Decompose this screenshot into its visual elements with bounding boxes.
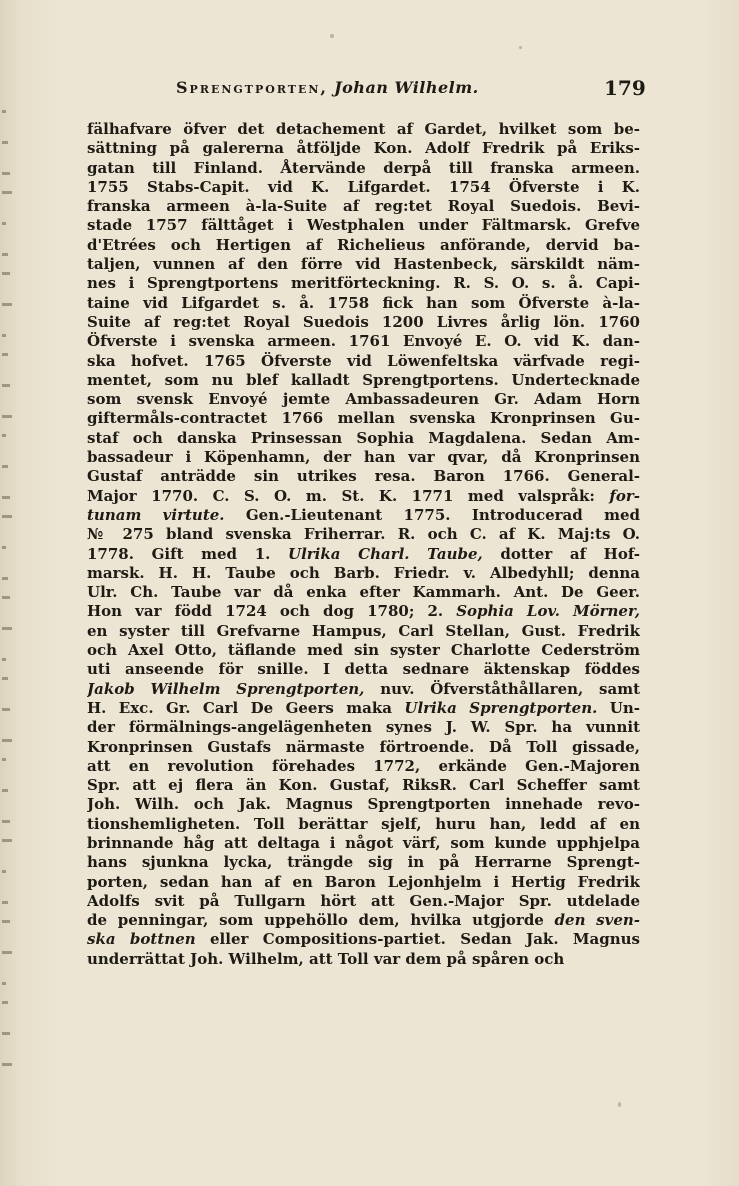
gutter-mark (2, 839, 12, 842)
text-line (87, 641, 640, 660)
text-run: Kronprinsen Gustafs närmaste förtroende. Då Toll gissade, (87, 737, 640, 756)
text-run: giftermåls-contractet 1766 mellan svenska Kronprinsen Gu- (87, 409, 640, 428)
text-run: marsk. H. H. Taube och Barb. Friedr. v. Albedyhll; denna (87, 563, 640, 582)
paper-speck (519, 46, 522, 49)
gutter-mark (2, 739, 12, 742)
text-run: staf och danska Prinsessan Sophia Magdalena. Sedan Am- (87, 428, 640, 447)
gutter-mark (2, 708, 10, 711)
text-line (87, 274, 640, 293)
text-line (87, 216, 640, 235)
gutter-mark (2, 789, 8, 792)
gutter-mark (2, 870, 6, 873)
paper-speck (618, 1102, 621, 1107)
text-run: taine vid Lifgardet s. å. 1758 fick han som Öfverste à-la- (87, 293, 640, 312)
text-run: franska armeen à-la-Suite af reg:tet Royal Suedois. Bevi- (87, 197, 640, 216)
text-line (87, 564, 640, 583)
running-head-given-names: Johan Wilhelm. (334, 78, 479, 97)
gutter-mark (2, 110, 6, 113)
italic-text: Sophia Lov. Mörner, (456, 602, 640, 621)
gutter-mark (2, 1032, 10, 1035)
text-run: porten, sedan han af en Baron Lejonhjelm i Hertig Fredrik (87, 872, 640, 891)
text-line (87, 467, 640, 486)
italic-text: Jakob Wilhelm Sprengtporten, (87, 679, 365, 698)
text-line (87, 178, 640, 197)
gutter-mark (2, 546, 6, 549)
text-run: H. Exc. Gr. Carl De Geers maka (87, 698, 405, 717)
text-run: gatan till Finland. Återvände derpå till franska armeen. (87, 158, 640, 177)
gutter-mark (2, 758, 6, 761)
text-run: brinnande håg att deltaga i något värf, som kunde upphjelpa (87, 833, 640, 852)
gutter-mark (2, 1063, 12, 1066)
text-run: № 275 bland svenska Friherrar. R. och C. af K. Maj:ts O. (87, 525, 640, 544)
text-line (87, 255, 640, 274)
text-run: taljen, vunnen af den förre vid Hastenbeck, särskildt näm- (87, 255, 640, 274)
page-number: 179 (604, 76, 646, 100)
italic-text: Ulrika Sprengtporten. (404, 698, 598, 717)
text-line (87, 448, 640, 467)
gutter-mark (2, 172, 10, 175)
text-run: fälhafvare öfver det detachement af Gardet, hvilket som be- (87, 120, 640, 138)
text-line (87, 583, 640, 602)
gutter-mark (2, 515, 12, 518)
text-line (87, 776, 640, 795)
text-run: underrättat Joh. Wilhelm, att Toll var dem på spåren och (87, 949, 565, 968)
text-line (87, 738, 640, 757)
text-run: d'Etrées och Hertigen af Richelieus anförande, dervid ba- (87, 235, 640, 254)
text-line (87, 139, 640, 158)
gutter-mark (2, 222, 6, 225)
paper-speck (330, 34, 334, 38)
text-line (87, 911, 640, 930)
gutter-mark (2, 982, 6, 985)
text-line (87, 718, 640, 737)
text-run: tionshemligheten. Toll berättar sjelf, huru han, ledd af en (87, 814, 640, 833)
text-run: Un- (597, 698, 640, 717)
text-line (87, 352, 640, 371)
text-run: 1778. Gift med 1. (87, 544, 288, 563)
text-line (87, 834, 640, 853)
text-run: Major 1770. C. S. O. m. St. K. 1771 med valspråk: (87, 486, 610, 505)
text-run: nuv. Öfverståthållaren, samt (364, 679, 640, 698)
body-text (87, 120, 640, 969)
gutter-mark (2, 415, 12, 418)
text-run: hans sjunkna lycka, trängde sig in på Herrarne Sprengt- (87, 853, 640, 872)
page-header (0, 78, 739, 104)
text-line (87, 197, 640, 216)
text-run: bassadeur i Köpenhamn, der han var qvar, då Kronprinsen (87, 448, 640, 467)
italic-text: ska bottnen (87, 930, 196, 949)
text-run: 1755 Stabs-Capit. vid K. Lifgardet. 1754 Öfverste i K. (87, 177, 640, 196)
italic-text: Ulrika Charl. Taube, (288, 544, 483, 563)
gutter-mark (2, 1001, 8, 1004)
text-line (87, 660, 640, 679)
text-run: dotter af Hof- (482, 544, 640, 563)
text-line (87, 487, 640, 506)
text-line (87, 622, 640, 641)
text-line (87, 853, 640, 872)
text-line (87, 159, 640, 178)
gutter-mark (2, 272, 10, 275)
text-run: Gustaf anträdde sin utrikes resa. Baron 1766. General- (87, 467, 640, 486)
text-run: eller Compositions-partiet. Sedan Jak. Magnus (195, 930, 640, 949)
text-line (87, 506, 640, 525)
gutter-mark (2, 141, 8, 144)
running-head-surname: Sprengtporten, (176, 78, 328, 97)
text-line (87, 757, 640, 776)
gutter-mark (2, 334, 6, 337)
text-run: Hon var född 1724 och dog 1780; 2. (87, 602, 457, 621)
gutter-mark (2, 577, 8, 580)
gutter-mark (2, 384, 10, 387)
text-run: de penningar, som uppehöllo dem, hvilka utgjorde (87, 911, 555, 930)
text-run: att en revolution förehades 1772, erkände Gen.-Majoren (87, 756, 640, 775)
gutter-mark (2, 627, 12, 630)
text-line (87, 602, 640, 621)
text-line (87, 332, 640, 351)
text-run: Öfverste i svenska armeen. 1761 Envoyé E. O. vid K. dan- (87, 332, 640, 351)
text-run: Spr. att ej flera än Kon. Gustaf, RiksR. Carl Scheffer samt (87, 776, 640, 795)
text-run: Adolfs svit på Tullgarn hört att Gen.-Major Spr. utdelade (87, 891, 640, 910)
italic-text: tunam virtute. (87, 505, 225, 524)
text-run: en syster till Grefvarne Hampus, Carl Stellan, Gust. Fredrik (87, 621, 640, 640)
text-line (87, 545, 640, 564)
gutter-mark (2, 191, 12, 194)
gutter-mark (2, 901, 8, 904)
text-run: stade 1757 fälttåget i Westphalen under Fältmarsk. Grefve (87, 216, 640, 235)
text-run: och Axel Otto, täflande med sin syster Charlotte Cederström (87, 641, 640, 660)
text-line (87, 815, 640, 834)
gutter-mark (2, 496, 10, 499)
gutter-mark (2, 353, 8, 356)
gutter-mark (2, 465, 8, 468)
text-run: mentet, som nu blef kalladt Sprengtportens. Undertecknade (87, 370, 640, 389)
text-line (87, 795, 640, 814)
text-run: uti anseende för snille. I detta sednare äktenskap föddes (87, 660, 640, 679)
gutter-mark (2, 303, 12, 306)
text-run: Suite af reg:tet Royal Suedois 1200 Livres årlig lön. 1760 (87, 312, 640, 331)
gutter-mark (2, 658, 6, 661)
gutter-mark (2, 253, 8, 256)
text-line (87, 236, 640, 255)
text-run: Ulr. Ch. Taube var då enka efter Kammarh. Ant. De Geer. (87, 583, 640, 602)
text-line (87, 680, 640, 699)
running-head (176, 78, 479, 97)
text-run: Joh. Wilh. och Jak. Magnus Sprengtporten innehade revo- (87, 795, 640, 814)
gutter-mark (2, 920, 10, 923)
text-line (87, 950, 640, 969)
text-line (87, 699, 640, 718)
italic-text: for- (609, 486, 640, 505)
gutter-mark (2, 596, 10, 599)
text-line (87, 892, 640, 911)
text-run: som svensk Envoyé jemte Ambassadeuren Gr. Adam Horn (87, 390, 640, 409)
text-run: sättning på galererna åtföljde Kon. Adolf Fredrik på Eriks- (87, 139, 640, 158)
text-line (87, 313, 640, 332)
text-line (87, 120, 640, 139)
gutter-mark (2, 677, 8, 680)
gutter-mark (2, 434, 6, 437)
text-line (87, 409, 640, 428)
text-line (87, 930, 640, 949)
text-run: der förmälnings-angelägenheten synes J. W. Spr. ha vunnit (87, 718, 640, 737)
gutter-mark (2, 820, 10, 823)
text-line (87, 525, 640, 544)
text-line (87, 390, 640, 409)
binding-gutter (0, 110, 14, 1100)
gutter-mark (2, 951, 12, 954)
italic-text: den sven- (554, 911, 640, 930)
text-line (87, 873, 640, 892)
text-run: nes i Sprengtportens meritförteckning. R. S. O. s. å. Capi- (87, 274, 640, 293)
text-line (87, 294, 640, 313)
text-run: Gen.-Lieutenant 1775. Introducerad med (224, 505, 640, 524)
text-run: ska hofvet. 1765 Öfverste vid Löwenfeltska värfvade regi- (87, 351, 640, 370)
text-line (87, 371, 640, 390)
text-line (87, 429, 640, 448)
